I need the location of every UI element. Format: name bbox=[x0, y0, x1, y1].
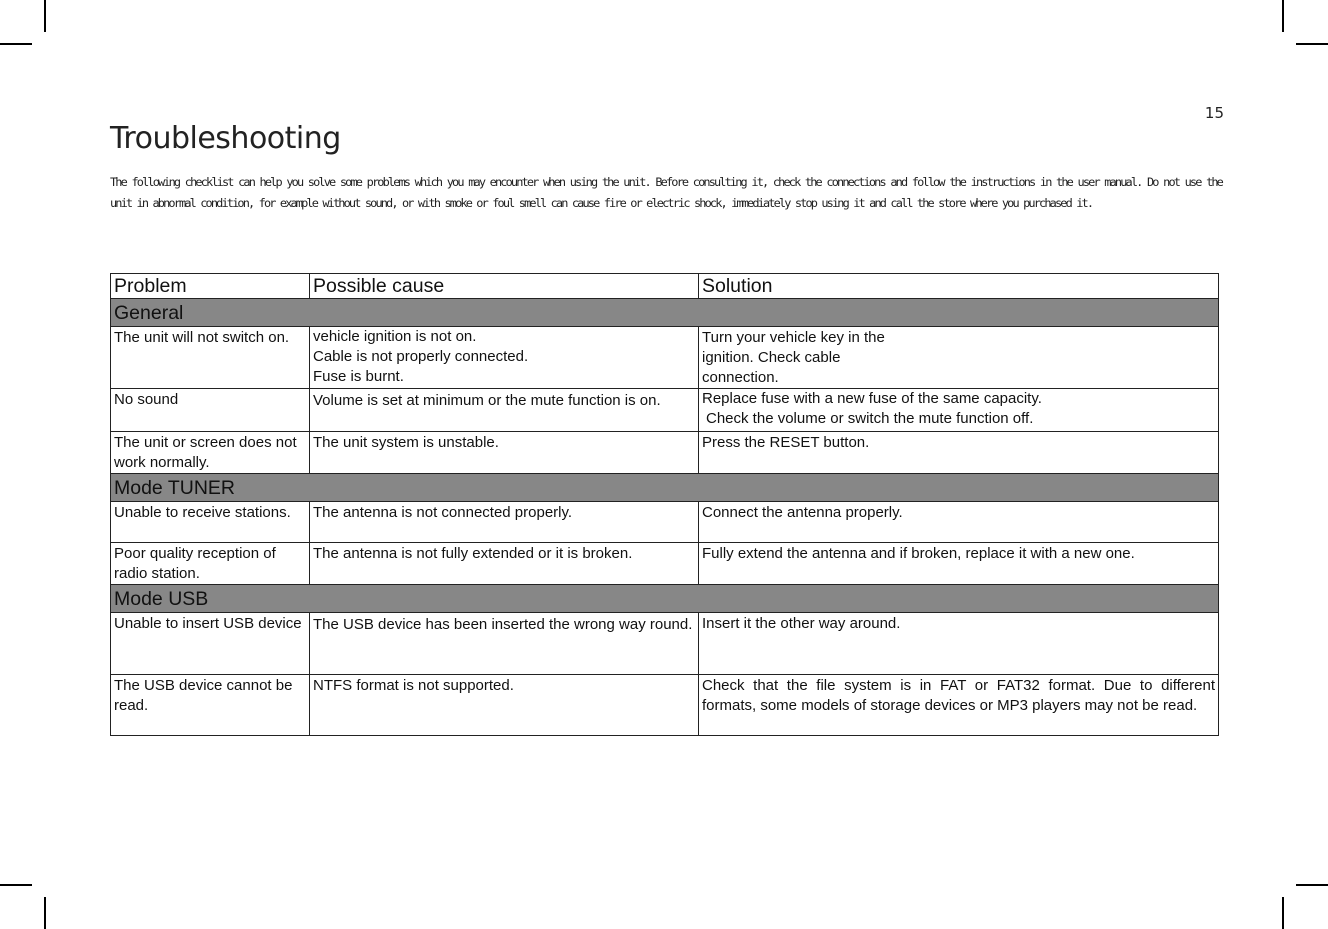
problem-cell: Unable to receive stations. bbox=[111, 502, 310, 543]
solution-line: Turn your vehicle key in the bbox=[702, 329, 885, 346]
table-row bbox=[111, 389, 1219, 432]
solution-line: ignition. Check cable bbox=[702, 349, 841, 366]
section-title: Mode TUNER bbox=[111, 474, 1219, 502]
section-title: General bbox=[111, 299, 1219, 327]
problem-cell: Poor quality reception of radio station. bbox=[111, 543, 310, 585]
crop-mark-bottom-right-horizontal bbox=[1296, 884, 1328, 886]
header-possible-cause: Possible cause bbox=[310, 274, 699, 299]
solution-cell: Fully extend the antenna and if broken, replace it with a new one. bbox=[699, 543, 1219, 585]
table-row bbox=[111, 502, 1219, 543]
solution-cell: Connect the antenna properly. bbox=[699, 502, 1219, 543]
crop-mark-bottom-right-vertical bbox=[1282, 897, 1284, 929]
section-header-mode-tuner bbox=[111, 474, 1219, 502]
cause-cell bbox=[310, 327, 699, 389]
solution-cell: Check that the file system is in FAT or FAT32 format. Due to different formats, some models of storage devices or MP3 players may not be read. bbox=[699, 675, 1219, 736]
table-row bbox=[111, 543, 1219, 585]
crop-mark-top-left-horizontal bbox=[0, 43, 32, 45]
cause-cell: The USB device has been inserted the wrong way round. bbox=[310, 613, 699, 675]
solution-line: Replace fuse with a new fuse of the same capacity. bbox=[702, 390, 1042, 407]
crop-mark-bottom-left-horizontal bbox=[0, 884, 32, 886]
problem-cell: The USB device cannot be read. bbox=[111, 675, 310, 736]
solution-cell: Insert it the other way around. bbox=[699, 613, 1219, 675]
table-row bbox=[111, 613, 1219, 675]
solution-line: Check the volume or switch the mute function off. bbox=[706, 410, 1034, 427]
problem-cell: The unit will not switch on. bbox=[111, 327, 310, 389]
table-header-row bbox=[111, 274, 1219, 299]
section-header-general bbox=[111, 299, 1219, 327]
cause-cell: NTFS format is not supported. bbox=[310, 675, 699, 736]
problem-cell: No sound bbox=[111, 389, 310, 432]
troubleshooting-table bbox=[110, 273, 1219, 736]
table-row bbox=[111, 327, 1219, 389]
cause-cell: The antenna is not connected properly. bbox=[310, 502, 699, 543]
crop-mark-top-right-horizontal bbox=[1296, 43, 1328, 45]
solution-cell bbox=[699, 327, 1219, 389]
cause-line: vehicle ignition is not on. bbox=[313, 328, 477, 345]
crop-mark-top-left-vertical bbox=[44, 0, 46, 32]
table-row bbox=[111, 432, 1219, 474]
crop-mark-bottom-left-vertical bbox=[44, 897, 46, 929]
intro-paragraph: The following checklist can help you solve some problems which you may encounter when using the unit. Before consulting it, check the connections and follow the instructions in the user manual. Do not use the unit in abnormal condition, for example without sound, or with smoke or foul smell can cause fire or electric shock, immediately stop using it and call the store where you purchased it. bbox=[110, 175, 1222, 210]
cause-cell: The unit system is unstable. bbox=[310, 432, 699, 474]
page-number: 15 bbox=[1204, 104, 1224, 122]
solution-line: connection. bbox=[702, 369, 779, 386]
cause-cell: The antenna is not fully extended or it is broken. bbox=[310, 543, 699, 585]
cause-cell: Volume is set at minimum or the mute function is on. bbox=[310, 389, 699, 432]
problem-cell: Unable to insert USB device bbox=[111, 613, 310, 675]
solution-cell bbox=[699, 389, 1219, 432]
section-title: Mode USB bbox=[111, 585, 1219, 613]
cause-line: Fuse is burnt. bbox=[313, 368, 404, 385]
page-title: Troubleshooting bbox=[110, 121, 341, 156]
problem-cell: The unit or screen does not work normally. bbox=[111, 432, 310, 474]
solution-cell: Press the RESET button. bbox=[699, 432, 1219, 474]
header-problem: Problem bbox=[111, 274, 310, 299]
crop-mark-top-right-vertical bbox=[1282, 0, 1284, 32]
section-header-mode-usb bbox=[111, 585, 1219, 613]
table-row bbox=[111, 675, 1219, 736]
header-solution: Solution bbox=[699, 274, 1219, 299]
cause-line: Cable is not properly connected. bbox=[313, 348, 529, 365]
